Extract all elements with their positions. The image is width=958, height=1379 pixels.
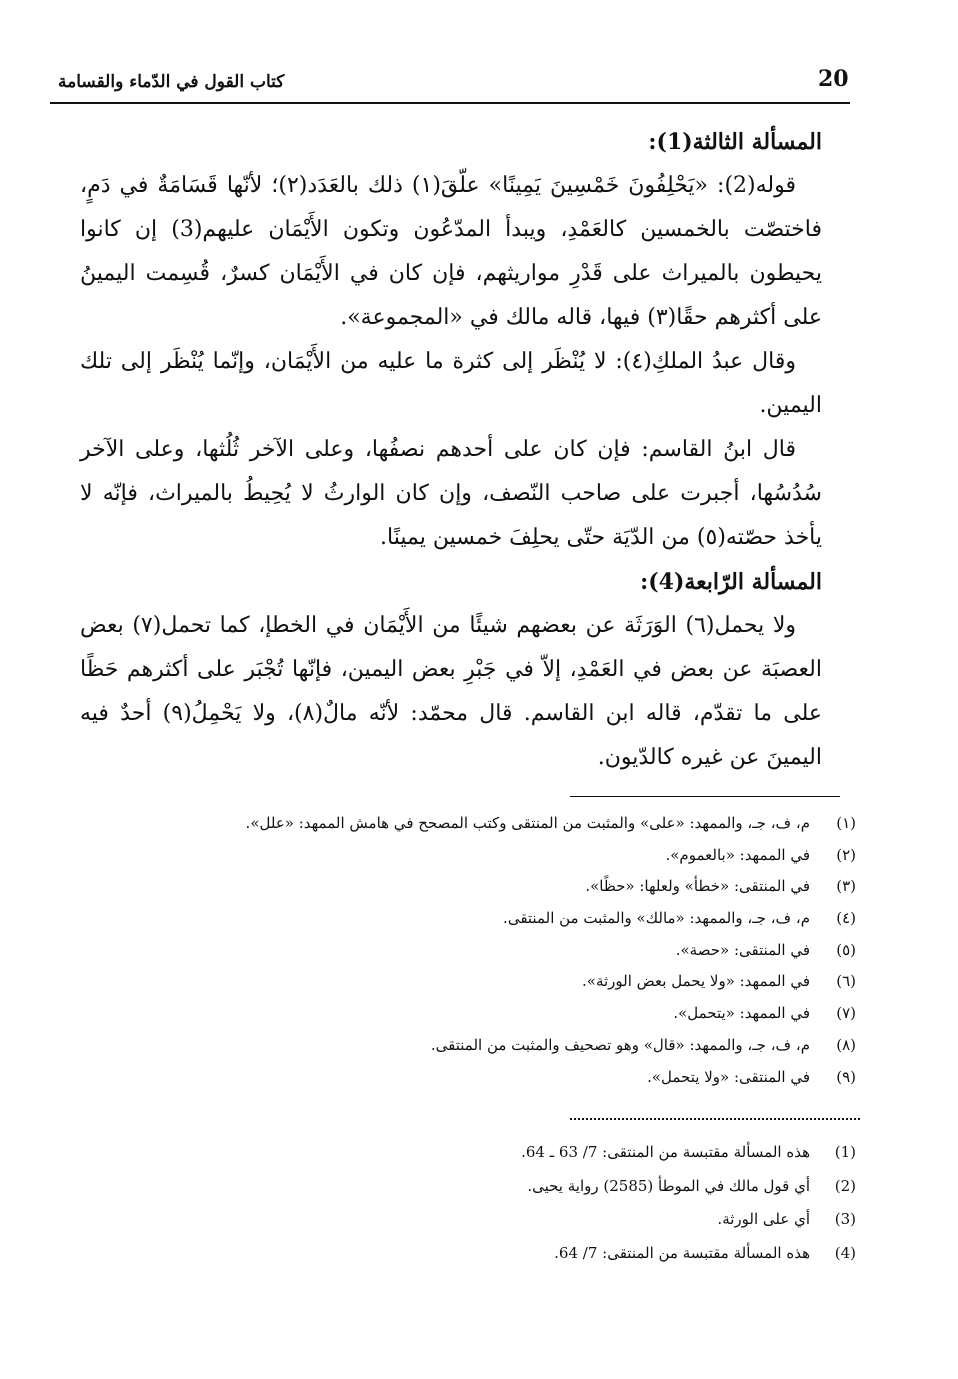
editor-note-text: هذه المسألة مقتبسة من المنتقى: 7/ 63 ـ 64. <box>521 1143 810 1161</box>
page-header <box>50 62 850 104</box>
footnote <box>90 840 862 872</box>
paragraph: قوله(2): «يَحْلِفُونَ خَمْسِينَ يَمِينًا» علّقَ(١) ذلك بالعَدَد(٢)؛ لأنّها قَسَامَةٌ في دَمٍ، فاختصّت بالخمسين كالعَمْدِ، ويبدأ المدّعُون وتكون الأَيْمَان عليهم(3) إن كانوا يحيطون بالميراث على قَدْرِ مواريثهم، فإن كان في الأَيْمَان كسرٌ، قُسِمت اليمينُ على أكثرهم حقًا(٣) فيها، قاله مالك في «المجموعة». <box>80 173 822 330</box>
paragraph: وقال عبدُ الملكِ(٤): لا يُنْظَر إلى كثرة ما عليه من الأَيْمَان، وإنّما يُنْظَر إلى تلك اليمين. <box>80 349 822 418</box>
footnote-text: م، ف، جـ، والممهد: «قال» وهو تصحيف والمثبت من المنتقى. <box>430 1035 810 1054</box>
footnote-text: في الممهد: «ولا يحمل بعض الورثة». <box>582 972 810 991</box>
footnote-number: (٨) <box>836 1035 856 1054</box>
main-text <box>80 120 822 780</box>
footnote-number: (٥) <box>836 940 856 959</box>
footnote-number: (٩) <box>836 1067 856 1086</box>
editor-note <box>90 1136 862 1170</box>
editor-note <box>90 1203 862 1237</box>
footnote-number: (٧) <box>836 1004 856 1023</box>
footnotes <box>90 808 862 1093</box>
footnote-number: (٣) <box>836 877 856 896</box>
footnote <box>90 966 862 998</box>
footnote-number: (١) <box>836 814 856 832</box>
footnote <box>90 935 862 967</box>
footnote-text: في الممهد: «بالعموم». <box>665 845 810 864</box>
section-heading: المسألة الثالثة(1): <box>648 129 822 155</box>
paragraph: قال ابنُ القاسم: فإن كان على أحدهم نصفُها، وعلى الآخر ثُلُثها، وعلى الآخر سُدُسُها، أجبرت على صاحب النّصف، وإن كان الوارثُ لا يُحِيطُ بالميراث، فإنّه لا يأخذ حصّته(٥) من الدّيَة حتّى يحلِفَ خمسين يمينًا. <box>80 437 822 550</box>
footnote-text: م، ف، جـ، والممهد: «مالك» والمثبت من المنتقى. <box>503 909 810 928</box>
footnote <box>90 1062 862 1094</box>
editor-notes <box>90 1136 862 1270</box>
footnote <box>90 871 862 903</box>
footnote-number: (٦) <box>836 972 856 991</box>
footnote-text: في الممهد: «يتحمل». <box>673 1004 810 1023</box>
paragraph: ولا يحمل(٦) الوَرَثَة عن بعضهم شيئًا من الأَيْمَان في الخطإ، كما تحمل(٧) بعض العصبَة عن بعض في العَمْدِ، إلاّ في جَبْرِ بعض اليمين، فإنّها تُجْبَر على أكثرهم حَظًا على ما تقدّم، قاله ابن القاسم. قال محمّد: لأنّه مالٌ(٨)، ولا يَحْمِلُ(٩) أحدٌ فيه اليمينَ عن غيره كالدّيون. <box>80 613 822 770</box>
editor-note <box>90 1237 862 1271</box>
running-title: كتاب القول في الدّماء والقسامة <box>58 72 285 92</box>
editor-note-number: (1) <box>834 1143 856 1161</box>
footnote-text: في المنتقى: «ولا يتحمل». <box>647 1067 810 1086</box>
editor-note <box>90 1170 862 1204</box>
footnote-text: في المنتقى: «حصة». <box>675 940 810 959</box>
footnote-separator <box>570 796 840 797</box>
editor-note-number: (2) <box>834 1176 856 1195</box>
section-heading: المسألة الرّابعة(4): <box>640 569 822 595</box>
editor-note-number: (4) <box>834 1243 856 1262</box>
footnote <box>90 1030 862 1062</box>
footnote-text: في المنتقى: «خطأ» ولعلها: «حظًا». <box>585 877 810 896</box>
footnote-text: م، ف، جـ، والممهد: «على» والمثبت من المنتقى وكتب المصحح في هامش الممهد: «علل». <box>245 814 810 832</box>
editor-note-text: أي على الورثة. <box>717 1210 810 1228</box>
footnote-number: (٤) <box>836 909 856 928</box>
dotted-separator <box>570 1118 860 1120</box>
footnote <box>90 808 862 840</box>
editor-note-text: أي قول مالك في الموطأ (2585) رواية يحيى. <box>527 1176 810 1195</box>
page-number: 20 <box>818 66 849 92</box>
footnote <box>90 903 862 935</box>
editor-note-text: هذه المسألة مقتبسة من المنتقى: 7/ 64. <box>554 1243 810 1262</box>
footnote-number: (٢) <box>836 845 856 864</box>
footnote <box>90 998 862 1030</box>
editor-note-number: (3) <box>834 1210 856 1228</box>
